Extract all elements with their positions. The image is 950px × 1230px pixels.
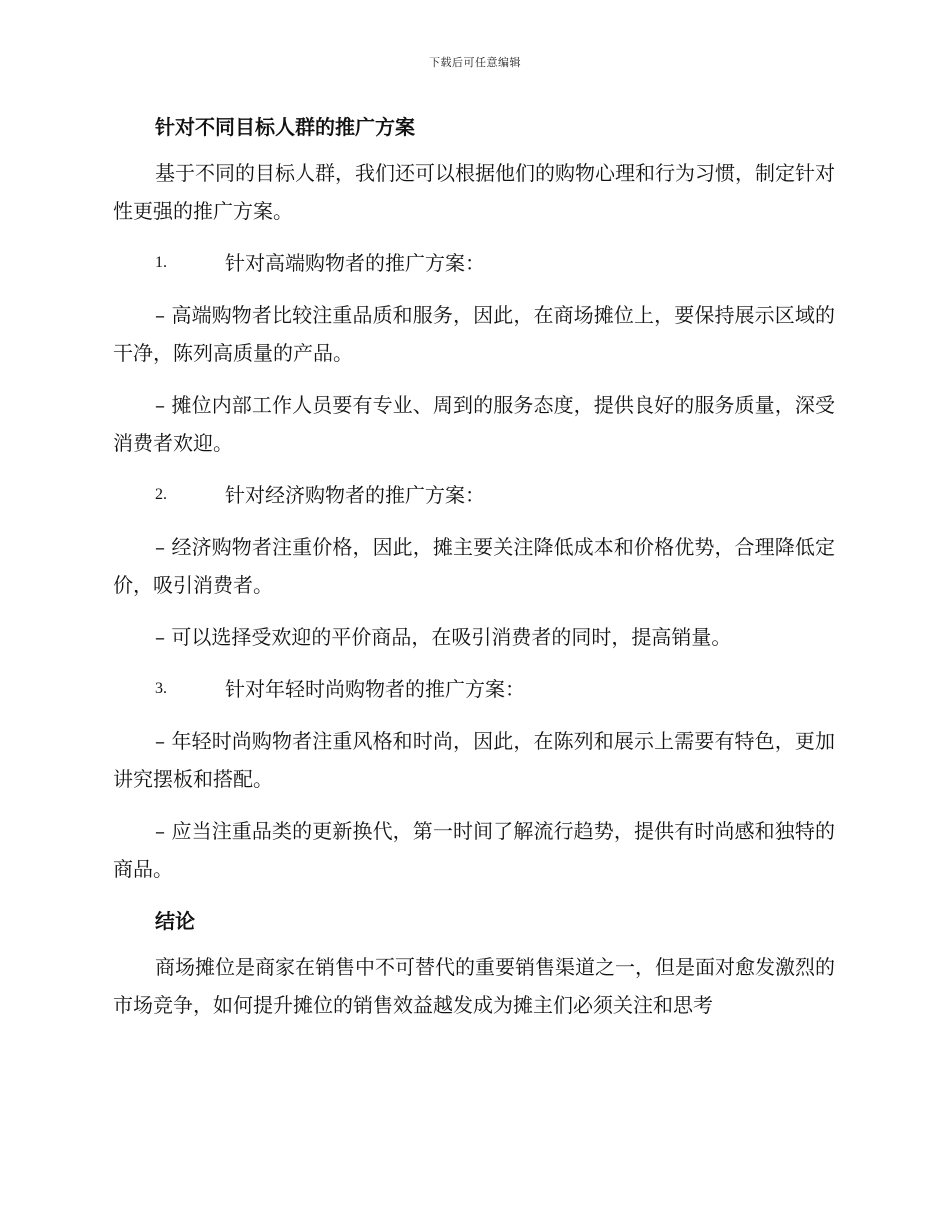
paragraph-economy-1: – 经济购物者注重价格，因此，摊主要关注降低成本和价格优势，合理降低定价，吸引消费者。 bbox=[113, 535, 835, 597]
intro-paragraph: 基于不同的目标人群，我们还可以根据他们的购物心理和行为习惯，制定针对性更强的推广方案。 bbox=[113, 161, 835, 223]
paragraph-fashion-1: – 年轻时尚购物者注重风格和时尚，因此，在陈列和展示上需要有特色，更加讲究摆板和搭配。 bbox=[113, 729, 835, 791]
section-heading-target-groups: 针对不同目标人群的推广方案 bbox=[155, 115, 415, 139]
list-number: 1. bbox=[155, 254, 167, 271]
paragraph-economy-2: – 可以选择受欢迎的平价商品，在吸引消费者的同时，提高销量。 bbox=[155, 625, 732, 649]
paragraph-high-end-1: – 高端购物者比较注重品质和服务，因此，在商场摊位上，要保持展示区域的干净，陈列高质量的产品。 bbox=[113, 303, 835, 365]
list-item-text: 针对高端购物者的推广方案： bbox=[225, 251, 485, 275]
list-number: 2. bbox=[155, 486, 167, 503]
list-item-3 bbox=[113, 670, 835, 708]
paragraph-high-end-2: – 摊位内部工作人员要有专业、周到的服务态度，提供良好的服务质量，深受消费者欢迎。 bbox=[113, 393, 835, 455]
list-item-2 bbox=[113, 476, 835, 514]
section-heading-conclusion: 结论 bbox=[155, 909, 195, 933]
list-number: 3. bbox=[155, 680, 167, 697]
list-item-text: 针对经济购物者的推广方案： bbox=[225, 483, 485, 507]
header-note: 下载后可任意编辑 bbox=[429, 56, 521, 69]
list-item-1 bbox=[113, 244, 835, 282]
document-body bbox=[113, 108, 835, 1038]
list-item-text: 针对年轻时尚购物者的推广方案： bbox=[225, 677, 525, 701]
paragraph-fashion-2: – 应当注重品类的更新换代，第一时间了解流行趋势，提供有时尚感和独特的商品。 bbox=[113, 819, 835, 881]
conclusion-paragraph: 商场摊位是商家在销售中不可替代的重要销售渠道之一，但是面对愈发激烈的市场竞争，如何提升摊位的销售效益越发成为摊主们必须关注和思考 bbox=[113, 955, 835, 1017]
